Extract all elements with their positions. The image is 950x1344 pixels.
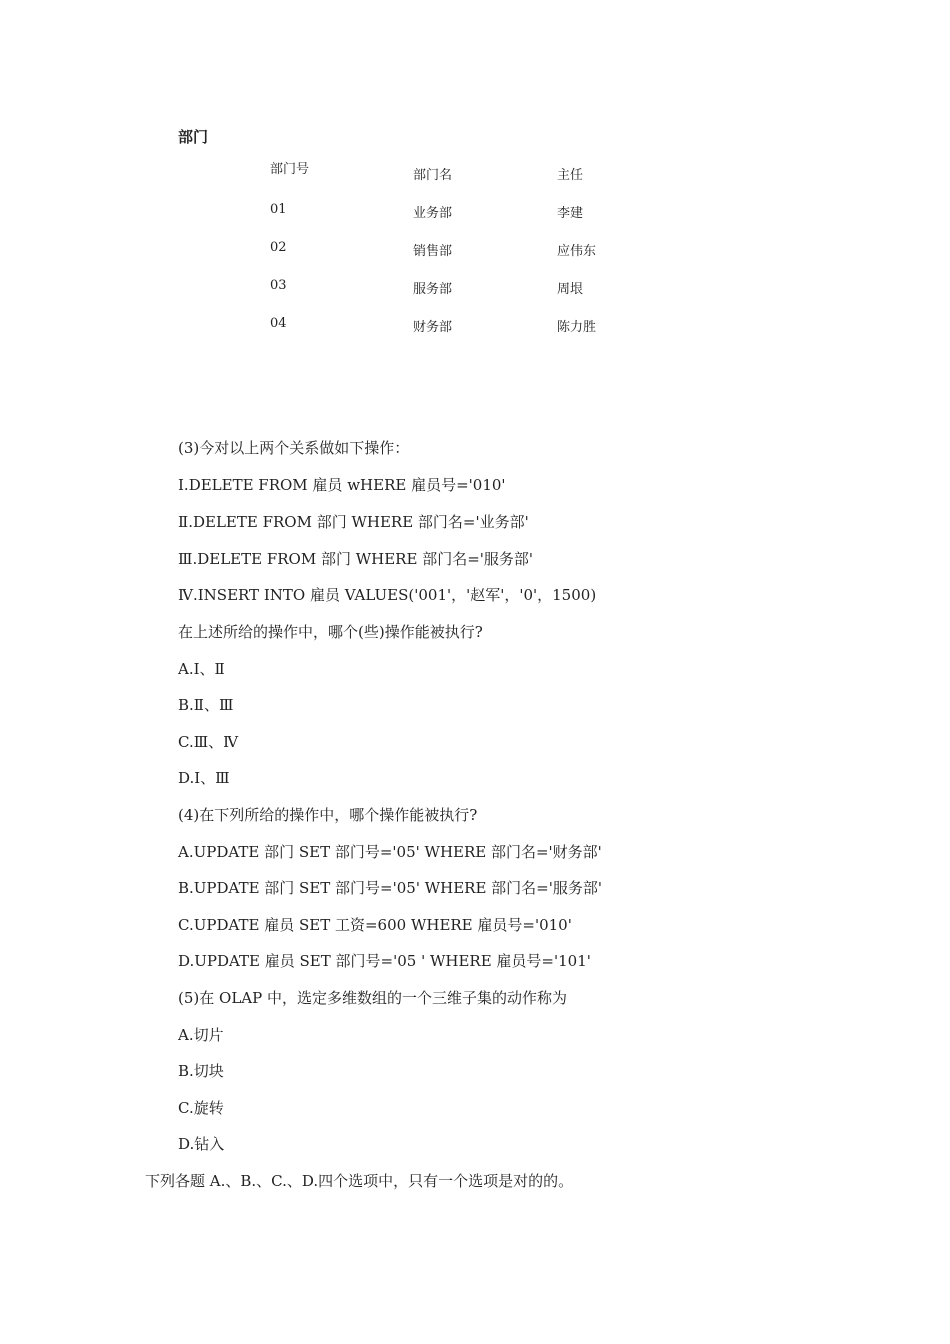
question-3-stem: (3)今对以上两个关系做如下操作： [178,439,410,457]
statement-3: Ⅲ.DELETE FROM 部门 WHERE 部门名='服务部' [178,550,534,568]
table-cell: 02 [270,240,287,255]
table-cell: 业务部 [413,206,453,221]
statement-2: Ⅱ.DELETE FROM 部门 WHERE 部门名='业务部' [178,513,529,531]
option-c: C.UPDATE 雇员 SET 工资=600 WHERE 雇员号='010' [178,916,572,934]
table-cell: 销售部 [413,244,453,259]
table-header-dept-name: 部门名 [413,168,453,183]
table-cell: 陈力胜 [557,320,597,335]
table-caption: 部门 [178,128,209,146]
table-cell: 03 [270,278,287,293]
question-5-stem: (5)在 OLAP 中，选定多维数组的一个三维子集的动作称为 [178,989,567,1007]
option-b: B.UPDATE 部门 SET 部门号='05' WHERE 部门名='服务部' [178,879,603,897]
option-d: D.钻入 [178,1135,225,1153]
table-cell: 李建 [557,206,584,221]
option-c: C.Ⅲ、Ⅳ [178,733,239,751]
table-header-dept-no: 部门号 [270,162,310,177]
table-header-director: 主任 [557,168,584,183]
table-cell: 财务部 [413,320,453,335]
table-cell: 服务部 [413,282,453,297]
option-b: B.Ⅱ、Ⅲ [178,696,234,714]
option-d: D.UPDATE 雇员 SET 部门号='05 ' WHERE 雇员号='101' [178,952,591,970]
statement-4: Ⅳ.INSERT INTO 雇员 VALUES('001'，'赵军'，'0'，1500) [178,586,597,604]
option-a: A.切片 [178,1026,224,1044]
table-cell: 周垠 [557,282,584,297]
option-c: C.旋转 [178,1099,224,1117]
question-4-stem: (4)在下列所给的操作中，哪个操作能被执行? [178,806,478,824]
table-cell: 01 [270,202,287,217]
option-a: A.Ⅰ、Ⅱ [178,660,225,678]
instruction-note: 下列各题 A.、B.、C.、D.四个选项中，只有一个选项是对的的。 [145,1172,574,1190]
option-d: D.Ⅰ、Ⅲ [178,769,230,787]
table-cell: 应伟东 [557,244,597,259]
table-cell: 04 [270,316,287,331]
option-b: B.切块 [178,1062,224,1080]
option-a: A.UPDATE 部门 SET 部门号='05' WHERE 部门名='财务部' [178,843,602,861]
question-3-prompt: 在上述所给的操作中，哪个(些)操作能被执行? [178,623,483,641]
statement-1: Ⅰ.DELETE FROM 雇员 wHERE 雇员号='010' [178,476,506,494]
